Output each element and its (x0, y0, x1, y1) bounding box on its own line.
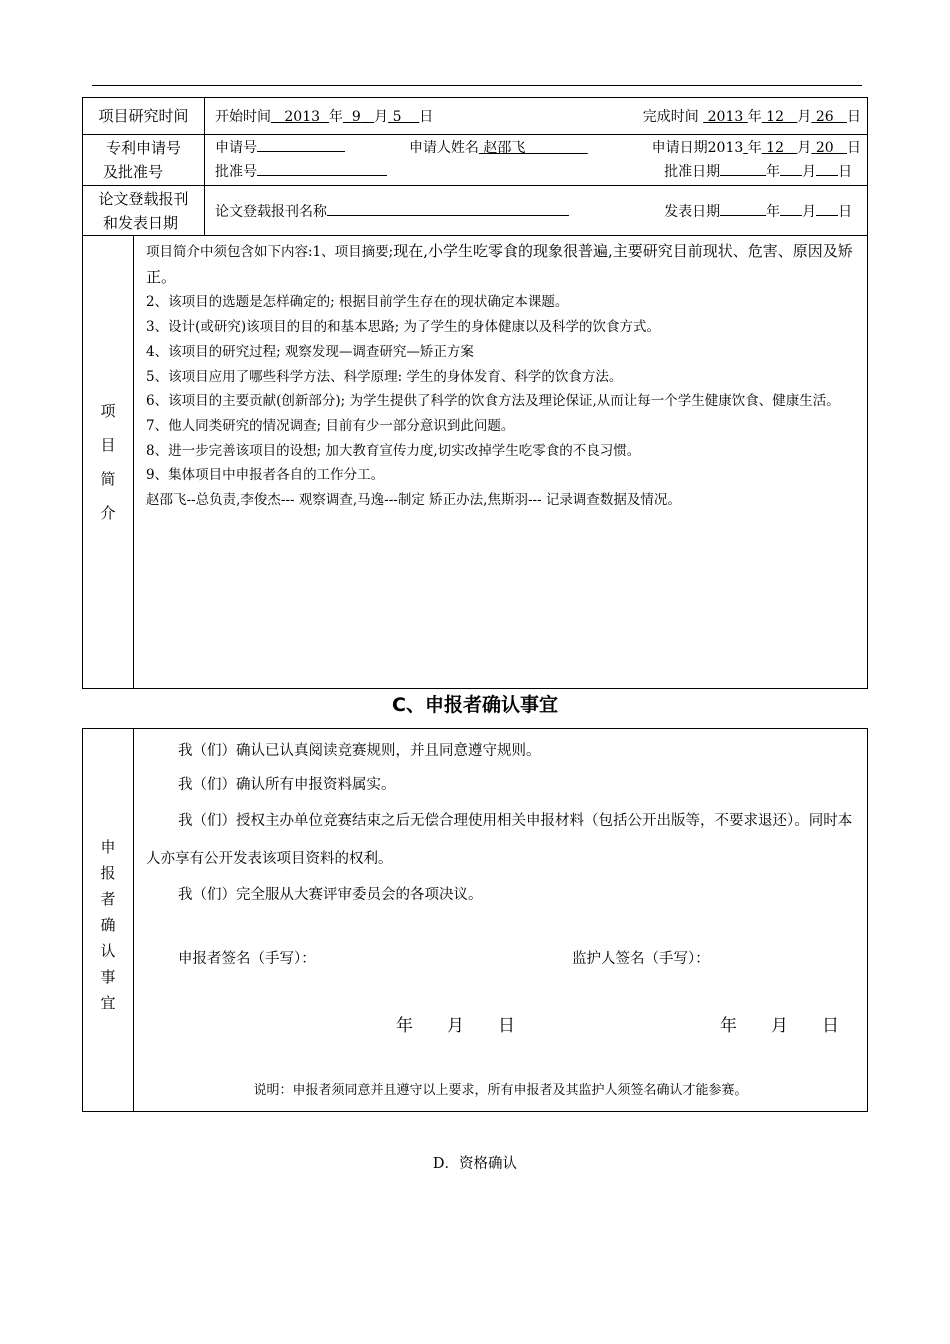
guardian-signature: 监护人签名（手写）： (572, 951, 710, 967)
approval-date: 批准日期 年 月 日 (664, 160, 861, 184)
end-day: 26 (815, 109, 834, 125)
confirmation-table (82, 728, 868, 1112)
intro-content (134, 236, 868, 689)
intro-item: 7、他人同类研究的情况调查; 目前有少一部分意识到此问题。 (146, 417, 515, 434)
paper-row (83, 186, 868, 236)
intro-label: 项 目 简 介 (83, 236, 134, 689)
end-month: 12 (766, 109, 784, 125)
intro-item: 8、进一步完善该项目的设想; 加大教育宣传力度,切实改掉学生吃零食的不良习惯。 (146, 442, 641, 459)
intro-item: 9、集体项目中申报者各自的工作分工。 (146, 467, 385, 484)
confirm-decisions: 我（们）完全服从大赛评审委员会的各项决议。 (178, 887, 483, 903)
research-time-row (83, 98, 868, 135)
intro-item: 6、该项目的主要贡献(创新部分); 为学生提供了科学的饮食方法及理论保证,从而让每一个学生健康饮食、健康生活。 (146, 393, 840, 410)
start-time: 开始时间 2013 年 9 月 5 日 (215, 109, 434, 125)
intro-division-of-work: 赵邵飞--总负责,李俊杰--- 观察调查,马逸---制定 矫正办法,焦斯羽--- 记录调查数据及情况。 (146, 492, 681, 509)
confirmation-note: 说明：申报者须同意并且遵守以上要求，所有申报者及其监护人须签名确认才能参赛。 (253, 1083, 748, 1098)
confirm-truth: 我（们）确认所有申报资料属实。 (178, 777, 396, 793)
section-c-title: C、申报者确认事宜 (392, 694, 558, 716)
intro-item: 3、设计(或研究)该项目的目的和基本思路; 为了学生的身体健康以及科学的饮食方式。 (146, 319, 660, 336)
patent-label: 专利申请号 及批准号 (83, 135, 205, 186)
approval-number: 批准号 (215, 160, 387, 184)
applicant-name: 申请人姓名 赵邵飞 (408, 140, 526, 156)
header-rule (92, 85, 862, 86)
journal-name: 论文登载报刊名称 (215, 201, 569, 221)
confirmation-content (134, 729, 868, 1112)
confirmation-label: 申 报 者 确 认 事 宜 (83, 729, 134, 1112)
research-time-label: 项目研究时间 (83, 98, 205, 135)
publish-date: 发表日期 年 月 日 (664, 201, 861, 221)
start-month: 9 (351, 109, 361, 125)
start-day: 5 (392, 109, 402, 125)
confirm-authorization: 我（们）授权主办单位竞赛结束之后无偿合理使用相关申报材料（包括公开出版等，不要求退还）。同时本人亦享有公开发表该项目资料的权利。 (146, 813, 853, 867)
confirm-rules: 我（们）确认已认真阅读竞赛规则，并且同意遵守规则。 (178, 743, 541, 759)
intro-summary: 项目简介中须包含如下内容:1、项目摘要;现在,小学生吃零食的现象很普遍,主要研究目前现状、危害、原因及矫正。 (146, 242, 853, 286)
start-year: 2013 (284, 109, 321, 125)
patent-row (83, 135, 868, 186)
intro-item: 5、该项目应用了哪些科学方法、科学原理: 学生的身体发育、科学的饮食方法。 (146, 368, 623, 385)
application-date: 申请日期2013 年 12 月 20 日 (651, 140, 861, 156)
applicant-signature: 申报者签名（手写）： (178, 951, 316, 967)
project-info-table (82, 97, 868, 689)
end-time: 完成时间 2013 年 12 月 26 日 (642, 109, 861, 125)
applicant-date: 年 月 日 (396, 1016, 515, 1036)
intro-row (83, 236, 868, 689)
guardian-date: 年 月 日 (720, 1016, 839, 1036)
application-number: 申请号 (215, 136, 345, 160)
intro-item: 2、该项目的选题是怎样确定的; 根据目前学生存在的现状确定本课题。 (146, 294, 569, 311)
paper-label: 论文登载报刊 和发表日期 (83, 186, 205, 236)
section-d-title: D．资格确认 (432, 1156, 518, 1172)
end-year: 2013 (707, 109, 744, 125)
intro-item: 4、该项目的研究过程; 观察发现—调查研究—矫正方案 (146, 343, 474, 360)
